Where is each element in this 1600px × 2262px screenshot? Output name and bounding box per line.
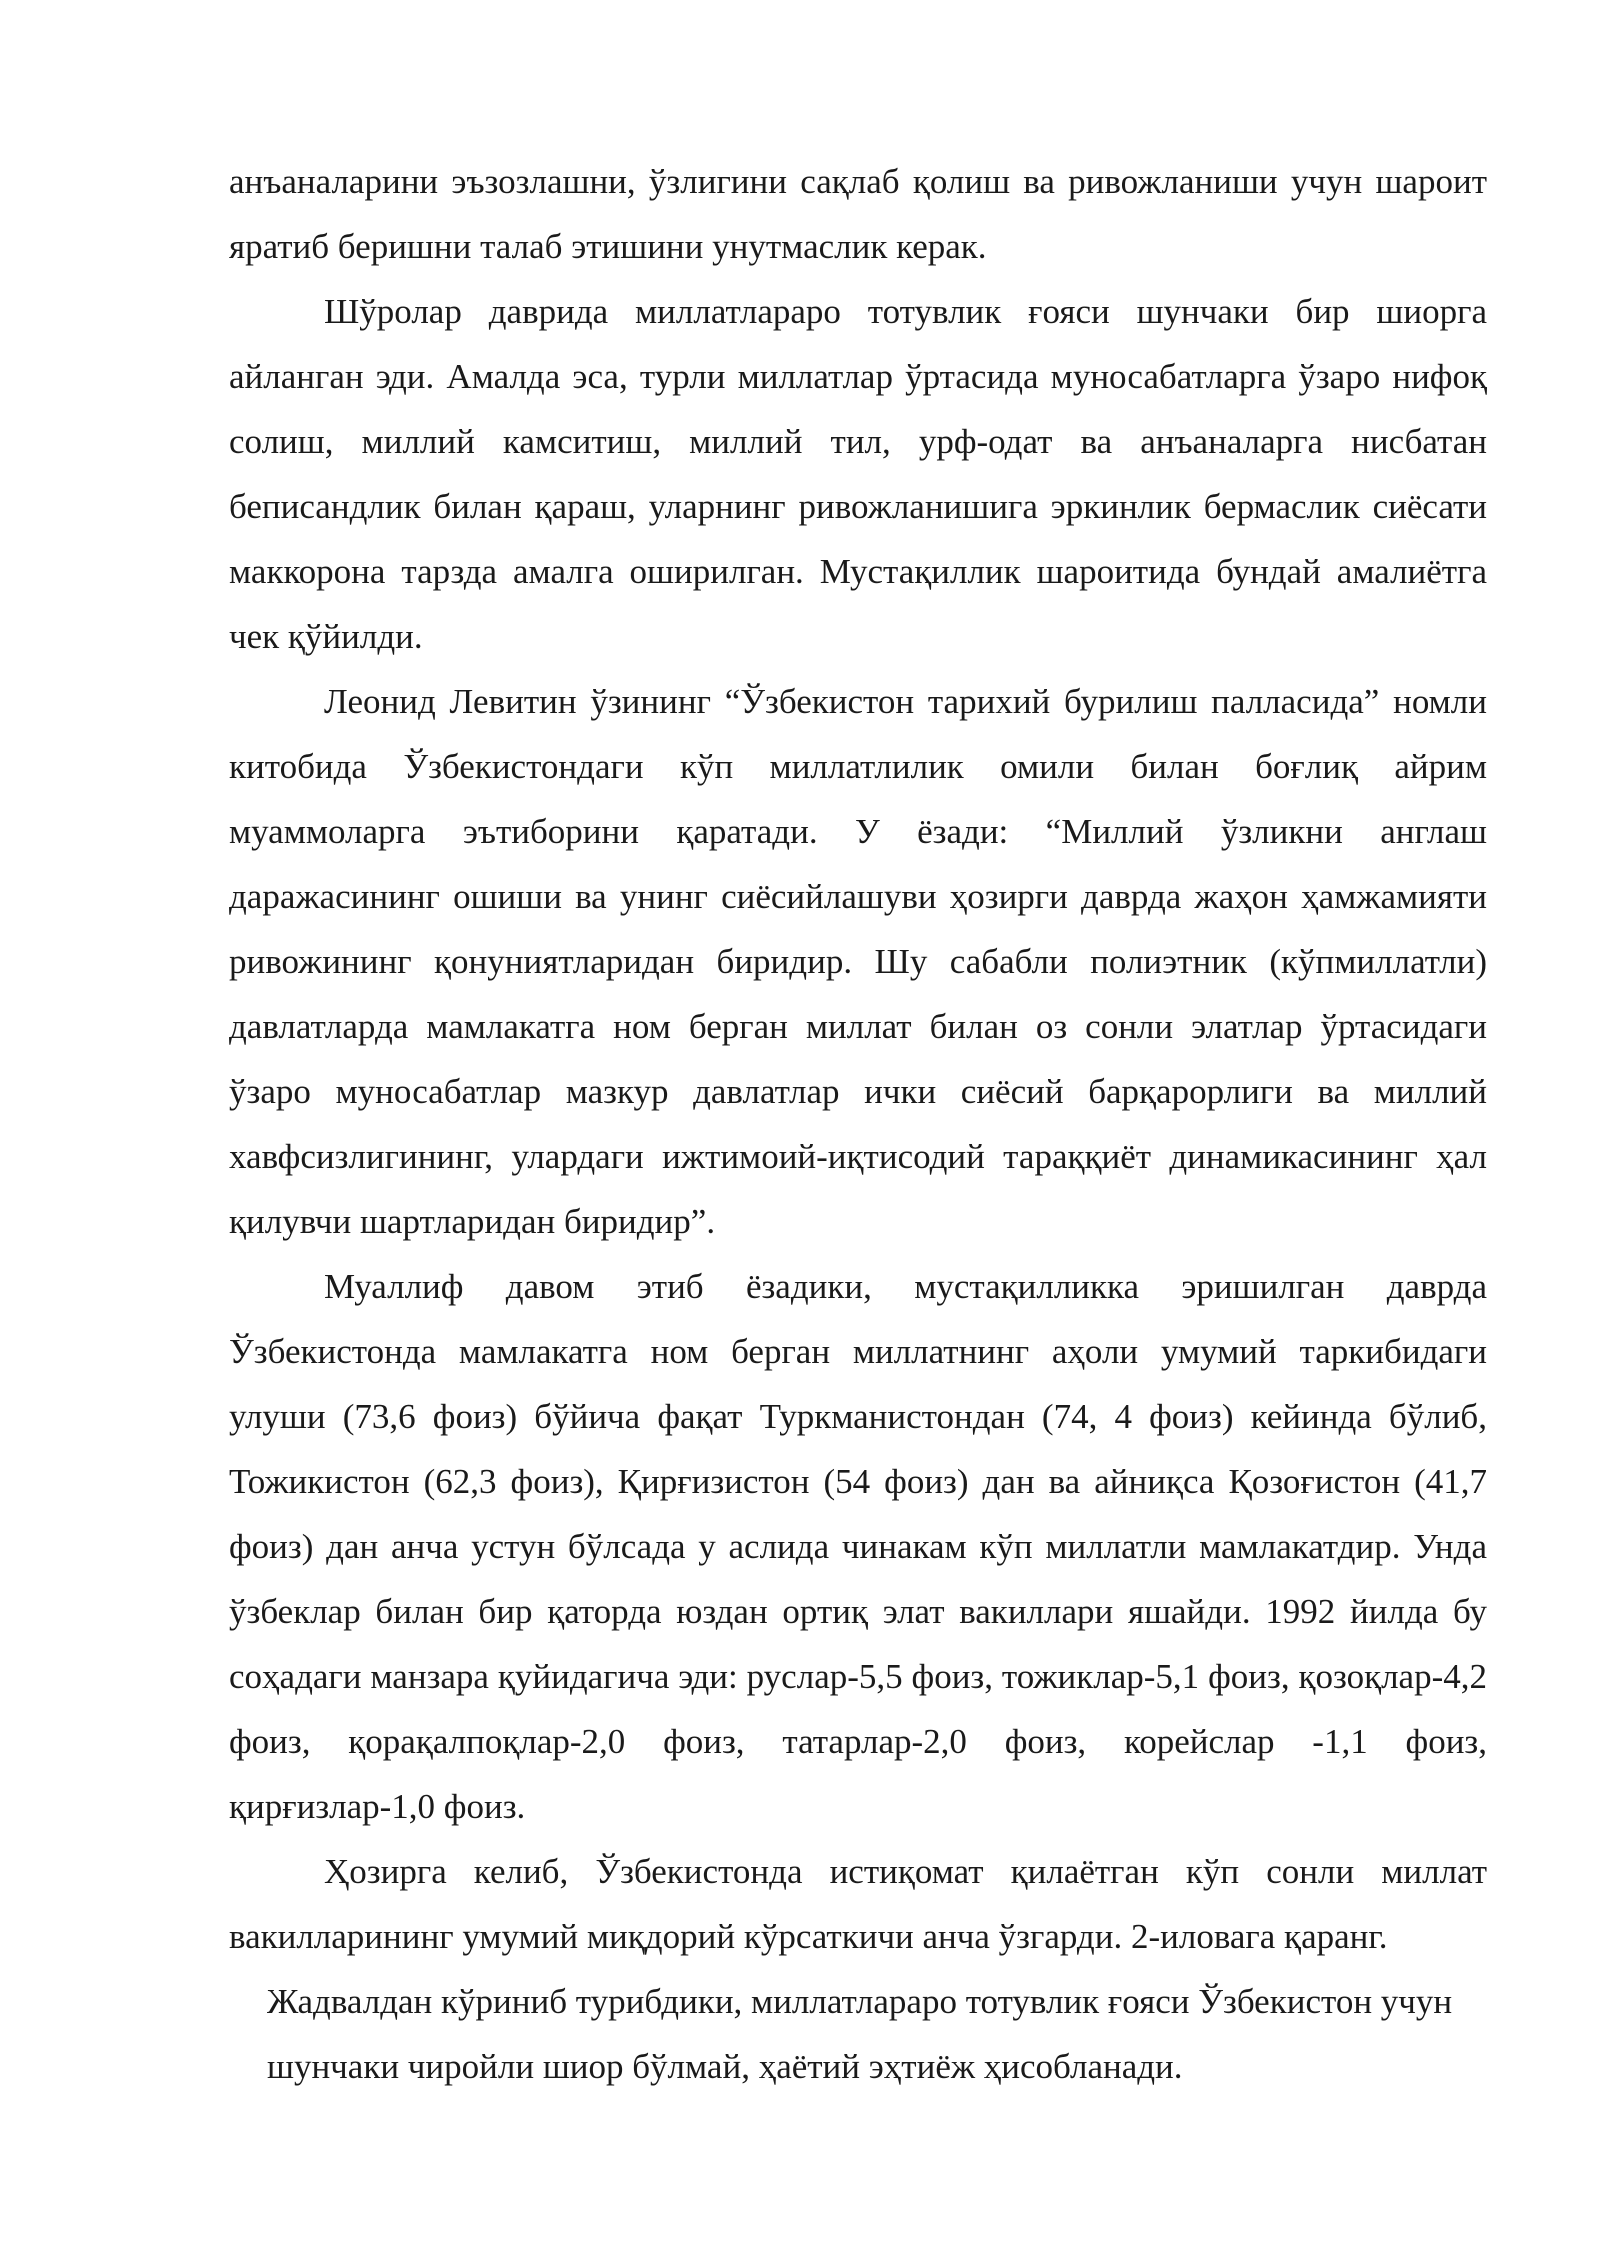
paragraph-6: Жадвалдан кўриниб турибдики, миллатлараро тотувлик ғояси Ўзбекистон учун шунчаки чиройли шиор бўлмай, ҳаётий эҳтиёж ҳисобланади. bbox=[267, 1982, 1453, 2086]
paragraph-3: Леонид Левитин ўзининг “Ўзбекистон тарихий бурилиш палласида” номли китобида Ўзбекистондаги кўп миллатлилик омили билан боғлиқ айрим муаммоларга эътиборини қаратади. У ёзади: “Миллий ўзликни англаш даражасининг ошиши ва унинг сиёсийлашуви ҳозирги даврда жаҳон ҳамжамияти ривожининг қонуниятларидан биридир. Шу сабабли полиэтник (кўпмиллатли) давлатларда мамлакатга ном берган миллат билан оз сонли элатлар ўртасидаги ўзаро муносабатлар мазкур давлатлар ички сиёсий барқарорлиги ва миллий хавфсизлигининг, улардаги ижтимоий-иқтисодий тараққиёт динамикасининг ҳал қилувчи шартларидан биридир”. bbox=[229, 682, 1487, 1241]
paragraph-1: анъаналарини эъзозлашни, ўзлигини сақлаб қолиш ва ривожланиши учун шароит яратиб беришни талаб этишини унутмаслик керак. bbox=[229, 162, 1487, 266]
document-body bbox=[229, 149, 1487, 2099]
paragraph-5: Ҳозирга келиб, Ўзбекистонда истиқомат қилаётган кўп сонли миллат вакилларининг умумий миқдорий кўрсаткичи анча ўзгарди. 2-иловага қаранг. bbox=[229, 1852, 1487, 1956]
paragraph-4: Муаллиф давом этиб ёзадики, мустақилликка эришилган даврда Ўзбекистонда мамлакатга ном берган миллатнинг аҳоли умумий таркибидаги улуши (73,6 фоиз) бўйича фақат Туркманистондан (74, 4 фоиз) кейинда бўлиб, Тожикистон (62,3 фоиз), Қирғизистон (54 фоиз) дан ва айниқса Қозоғистон (41,7 фоиз) дан анча устун бўлсада у аслида чинакам кўп миллатли мамлакатдир. Унда ўзбеклар билан бир қаторда юздан ортиқ элат вакиллари яшайди. 1992 йилда бу соҳадаги манзара қуйидагича эди: руслар-5,5 фоиз, тожиклар-5,1 фоиз, қозоқлар-4,2 фоиз, қорақалпоқлар-2,0 фоиз, татарлар-2,0 фоиз, корейслар -1,1 фоиз, қирғизлар-1,0 фоиз. bbox=[229, 1267, 1487, 1826]
paragraph-2: Шўролар даврида миллатлараро тотувлик ғояси шунчаки бир шиорга айланган эди. Амалда эса, турли миллатлар ўртасида муносабатларга ўзаро нифоқ солиш, миллий камситиш, миллий тил, урф-одат ва анъаналарга нисбатан беписандлик билан қараш, уларнинг ривожланишига эркинлик бермаслик сиёсати маккорона тарзда амалга оширилган. Мустақиллик шароитида бундай амалиётга чек қўйилди. bbox=[229, 292, 1487, 656]
